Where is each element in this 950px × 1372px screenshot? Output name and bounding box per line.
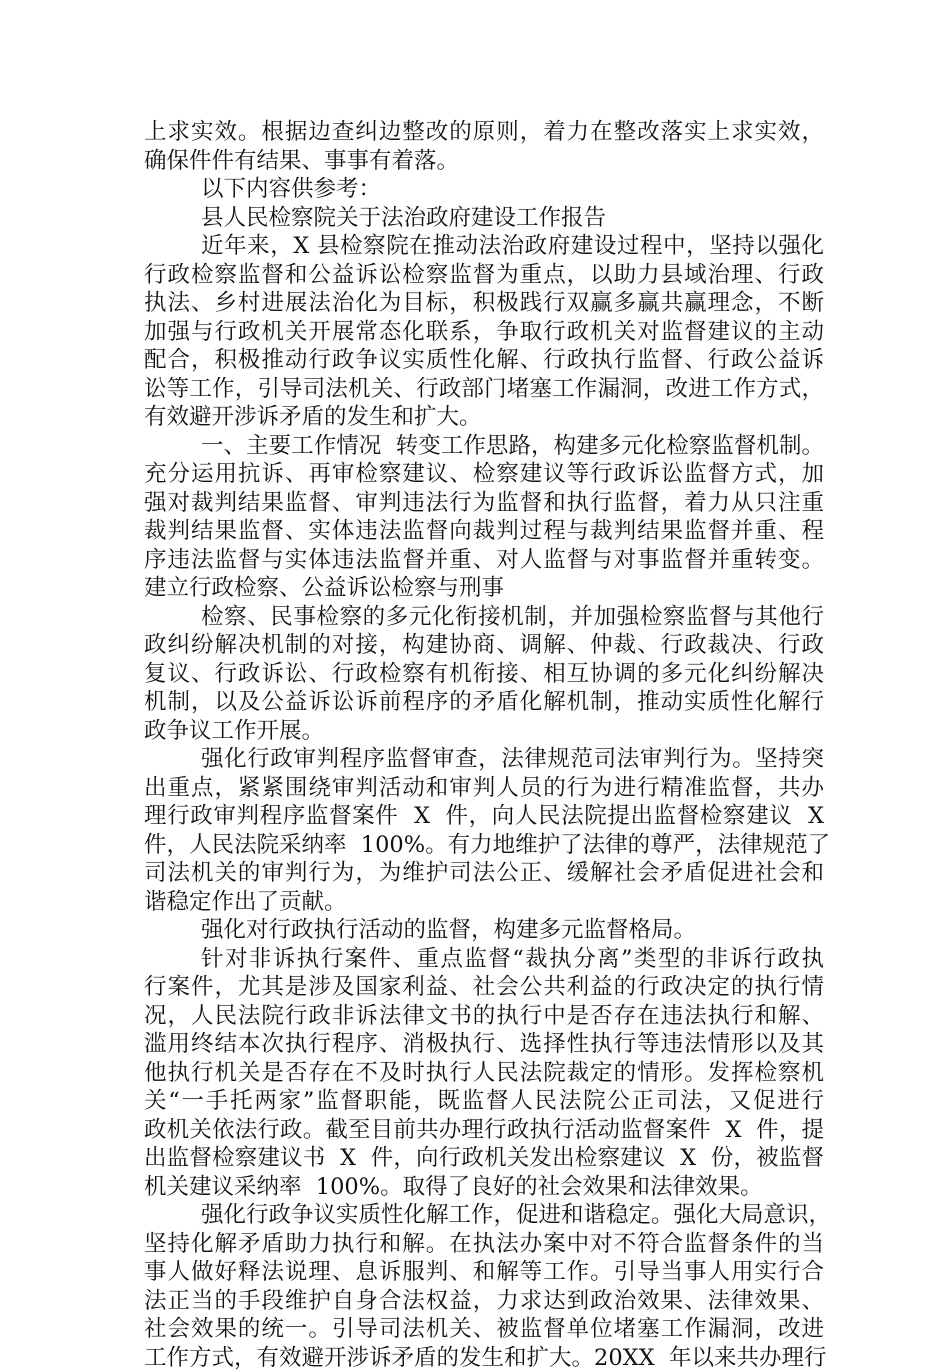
text-line: 法正当的手段维护自身合法权益，力求达到政治效果、法律效果、 xyxy=(144,1287,824,1316)
text-line: 有效避开涉诉矛盾的发生和扩大。 xyxy=(144,403,824,432)
text-line: 强化行政审判程序监督审查，法律规范司法审判行为。坚持突 xyxy=(144,745,824,774)
text-line: 社会效果的统一。引导司法机关、被监督单位堵塞工作漏洞，改进 xyxy=(144,1315,824,1344)
text-line: 司法机关的审判行为，为维护司法公正、缓解社会矛盾促进社会和 xyxy=(144,859,824,888)
text-line: 加强与行政机关开展常态化联系，争取行政机关对监督建议的主动 xyxy=(144,318,824,347)
text-line: 针对非诉执行案件、重点监督“裁执分离”类型的非诉行政执 xyxy=(144,945,824,974)
text-line: 机制，以及公益诉讼诉前程序的矛盾化解机制，推动实质性化解行 xyxy=(144,688,824,717)
text-line: 充分运用抗诉、再审检察建议、检察建议等行政诉讼监督方式，加 xyxy=(144,460,824,489)
text-line: 县人民检察院关于法治政府建设工作报告 xyxy=(144,204,824,233)
text-line: 序违法监督与实体违法监督并重、对人监督与对事监督并重转变。 xyxy=(144,546,824,575)
document-page xyxy=(144,118,824,1372)
text-line: 政争议工作开展。 xyxy=(144,717,824,746)
text-line: 出监督检察建议书 X 件，向行政机关发出检察建议 X 份，被监督 xyxy=(144,1144,824,1173)
text-line: 讼等工作，引导司法机关、行政部门堵塞工作漏洞，改进工作方式， xyxy=(144,375,824,404)
text-line: 件，人民法院采纳率 100%。有力地维护了法律的尊严，法律规范了 xyxy=(144,831,824,860)
text-line: 以下内容供参考： xyxy=(144,175,824,204)
text-line: 况，人民法院行政非诉法律文书的执行中是否存在违法执行和解、 xyxy=(144,1002,824,1031)
text-line: 谐稳定作出了贡献。 xyxy=(144,888,824,917)
text-line: 政机关依法行政。截至目前共办理行政执行活动监督案件 X 件，提 xyxy=(144,1116,824,1145)
text-line: 裁判结果监督、实体违法监督向裁判过程与裁判结果监督并重、程 xyxy=(144,517,824,546)
text-line: 复议、行政诉讼、行政检察有机衔接、相互协调的多元化纠纷解决 xyxy=(144,660,824,689)
text-line: 行政检察监督和公益诉讼检察监督为重点，以助力县域治理、行政 xyxy=(144,261,824,290)
text-line: 配合，积极推动行政争议实质性化解、行政执行监督、行政公益诉 xyxy=(144,346,824,375)
text-line: 强化行政争议实质性化解工作，促进和谐稳定。强化大局意识， xyxy=(144,1201,824,1230)
text-line: 工作方式，有效避开涉诉矛盾的发生和扩大。20XX 年以来共办理行 xyxy=(144,1344,824,1372)
text-line: 强对裁判结果监督、审判违法行为监督和执行监督，着力从只注重 xyxy=(144,489,824,518)
text-line: 一、主要工作情况 转变工作思路，构建多元化检察监督机制。 xyxy=(144,432,824,461)
text-line: 关“一手托两家”监督职能，既监督人民法院公正司法，又促进行 xyxy=(144,1087,824,1116)
text-line: 检察、民事检察的多元化衔接机制，并加强检察监督与其他行 xyxy=(144,603,824,632)
text-line: 执法、乡村进展法治化为目标，积极践行双赢多赢共赢理念，不断 xyxy=(144,289,824,318)
text-line: 出重点，紧紧围绕审判活动和审判人员的行为进行精准监督，共办 xyxy=(144,774,824,803)
text-line: 理行政审判程序监督案件 X 件，向人民法院提出监督检察建议 X xyxy=(144,802,824,831)
text-line: 坚持化解矛盾助力执行和解。在执法办案中对不符合监督条件的当 xyxy=(144,1230,824,1259)
text-line: 机关建议采纳率 100%。取得了良好的社会效果和法律效果。 xyxy=(144,1173,824,1202)
text-line: 强化对行政执行活动的监督，构建多元监督格局。 xyxy=(144,916,824,945)
text-line: 近年来，X 县检察院在推动法治政府建设过程中，坚持以强化 xyxy=(144,232,824,261)
text-line: 确保件件有结果、事事有着落。 xyxy=(144,147,824,176)
text-line: 上求实效。根据边查纠边整改的原则，着力在整改落实上求实效， xyxy=(144,118,824,147)
text-line: 事人做好释法说理、息诉服判、和解等工作。引导当事人用实行合 xyxy=(144,1258,824,1287)
text-line: 滥用终结本次执行程序、消极执行、选择性执行等违法情形以及其 xyxy=(144,1030,824,1059)
text-line: 他执行机关是否存在不及时执行人民法院裁定的情形。发挥检察机 xyxy=(144,1059,824,1088)
text-line: 建立行政检察、公益诉讼检察与刑事 xyxy=(144,574,824,603)
text-line: 政纠纷解决机制的对接，构建协商、调解、仲裁、行政裁决、行政 xyxy=(144,631,824,660)
text-line: 行案件，尤其是涉及国家利益、社会公共利益的行政决定的执行情 xyxy=(144,973,824,1002)
